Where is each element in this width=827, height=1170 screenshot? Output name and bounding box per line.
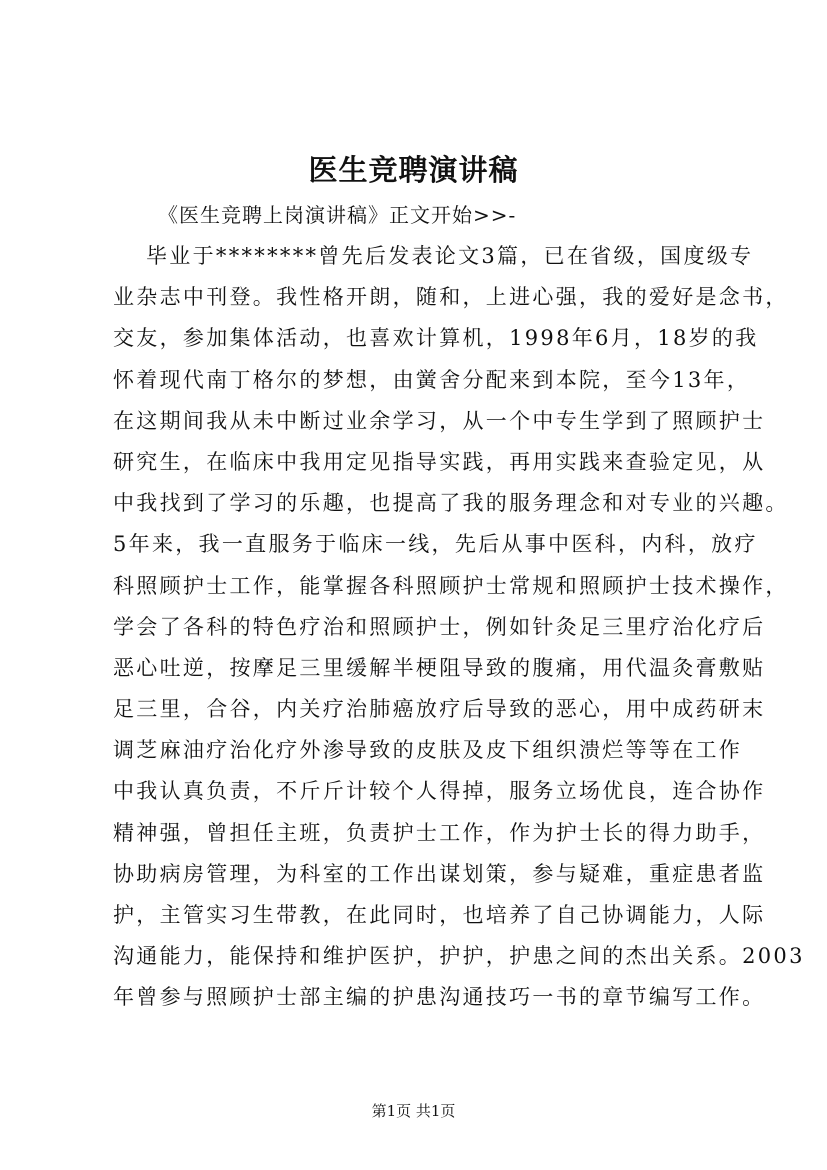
- page-footer: 第1页 共1页: [371, 1102, 456, 1120]
- body-line: 中我认真负责，不斤斤计较个人得掉，服务立场优良，连合协作: [113, 779, 766, 804]
- body-line: 恶心吐逆，按摩足三里缓解半梗阻导致的腹痛，用代温灸膏敷贴: [113, 655, 766, 680]
- body-line: 学会了各科的特色疗治和照顾护士，例如针灸足三里疗治化疗后: [113, 614, 766, 639]
- body-line: 护，主管实习生带教，在此同时，也培养了自己协调能力，人际: [113, 903, 766, 927]
- body-line: 业杂志中刊登。我性格开朗，随和，上进心强，我的爱好是念书，: [113, 285, 789, 310]
- body-line: 科照顾护士工作，能掌握各科照顾护士常规和照顾护士技术操作，: [113, 573, 789, 598]
- document-body: [113, 236, 805, 1019]
- body-line: 年曾参与照顾护士部主编的护患沟通技巧一书的章节编写工作。: [113, 985, 766, 1010]
- body-line: 调芝麻油疗治化疗外渗导致的皮肤及皮下组织溃烂等等在工作: [113, 738, 743, 763]
- body-line: 精神强，曾担任主班，负责护士工作，作为护士长的得力助手，: [113, 820, 766, 845]
- body-line: 5年来，我一直服务于临床一线，先后从事中医科，内科，放疗: [113, 532, 758, 557]
- document-subtitle: 《医生竞聘上岗演讲稿》正文开始>>-: [158, 203, 517, 227]
- body-line: 在这期间我从未中断过业余学习，从一个中专生学到了照顾护士: [113, 408, 766, 433]
- body-line: 协助病房管理，为科室的工作出谋划策，参与疑难，重症患者监: [113, 861, 766, 886]
- body-line: 足三里，合谷，内关疗治肺癌放疗后导致的恶心，用中成药研末: [113, 697, 766, 722]
- body-line: 交友，参加集体活动，也喜欢计算机，1998年6月，18岁的我: [113, 326, 759, 351]
- body-line: 中我找到了学习的乐趣，也提高了我的服务理念和对专业的兴趣。: [113, 491, 789, 516]
- document-title: 医生竞聘演讲稿: [308, 153, 519, 187]
- body-line: 怀着现代南丁格尔的梦想，由黉舍分配来到本院，至今13年，: [113, 367, 751, 392]
- body-line: 毕业于********曾先后发表论文3篇，已在省级，国度级专: [146, 244, 754, 268]
- body-line: 研究生，在临床中我用定见指导实践，再用实践来查验定见，从: [113, 449, 766, 474]
- body-line: 沟通能力，能保持和维护医护，护护，护患之间的杰出关系。2003: [113, 944, 805, 969]
